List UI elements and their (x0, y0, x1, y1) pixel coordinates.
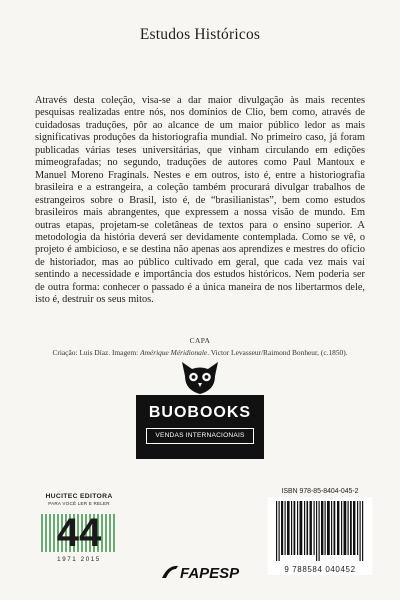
credits-prefix: Criação: Luis Díaz. Imagem: (52, 348, 141, 357)
buobooks-band (136, 395, 264, 459)
credits-suffix: . Victor Levasseur/Raimond Bonheur, (c.1850). (207, 348, 348, 357)
credits-work-title: Amérique Méridionale (140, 348, 208, 357)
fapesp-mark-icon (160, 562, 240, 582)
page-title: Estudos Históricos (139, 26, 261, 43)
hucitec-44-icon (40, 508, 118, 554)
barcode (268, 497, 372, 575)
hucitec-44-text: 44 (56, 511, 102, 554)
isbn-label: ISBN 978-85-8404-045-2 (281, 488, 359, 495)
barcode-digits: 9 788584 040452 (284, 565, 356, 574)
fapesp-logo (160, 562, 240, 582)
body-paragraph: Através desta coleção, visa-se a dar maior divulgação às mais recentes pesquisas realizadas entre nós, nos domínios de Clio, bem como, através de cuidadosas traduções, pôr ao alcance de um maior público ledor as mais significativas produções da historiografia mundial. No primeiro caso, já foram publicadas várias teses universitárias, que vinham circulando em edições mimeografadas; no segundo, traduções de autores como Paul Mantoux e Manuel Moreno Fraginals. Nestes e em outros, isto é, entre a historiografia brasileira e a estrangeira, a coleção também procurará divulgar trabalhos de estrangeiros sobre o Brasil, isto é, de “brasilianistas”, bem como estudos brasileiros mais abrangentes, que expressem a nossa visão de mundo. Em outras etapas, projetam-se coletâneas de textos para o ensino superior. A metodologia da história deverá ser devidamente contemplada. Como se vê, o projeto é ambicioso, e se destina não apenas aos aprendizes e mestres do ofício de historiador, mas ao público cultivado em geral, que cada vez mais vai sentindo a necessidade e importância dos estudos históricos. Nem poderia ser de outra forma: conhecer o passado é a única maneira de nos libertarmos dele, isto é, destruir os seus mitos. (35, 95, 365, 306)
credits-label: CAPA (189, 336, 211, 345)
buobooks-logo (136, 360, 264, 480)
buobooks-name: BUOBOOKS (148, 404, 252, 421)
hucitec-years: 1971 2015 (57, 556, 101, 563)
fapesp-text: FAPESP (180, 565, 240, 582)
barcode-block (268, 488, 372, 575)
hucitec-logo (40, 493, 118, 563)
hucitec-emblem (40, 508, 118, 554)
barcode-icon (274, 501, 366, 561)
cover-credits (28, 336, 372, 357)
buobooks-subtitle: VENDAS INTERNACIONAIS (146, 428, 254, 444)
hucitec-tagline: PARA VOCÊ LER E RELER (48, 501, 110, 506)
buobooks-owl-icon (179, 360, 221, 396)
hucitec-name: HUCITEC EDITORA (45, 493, 113, 500)
